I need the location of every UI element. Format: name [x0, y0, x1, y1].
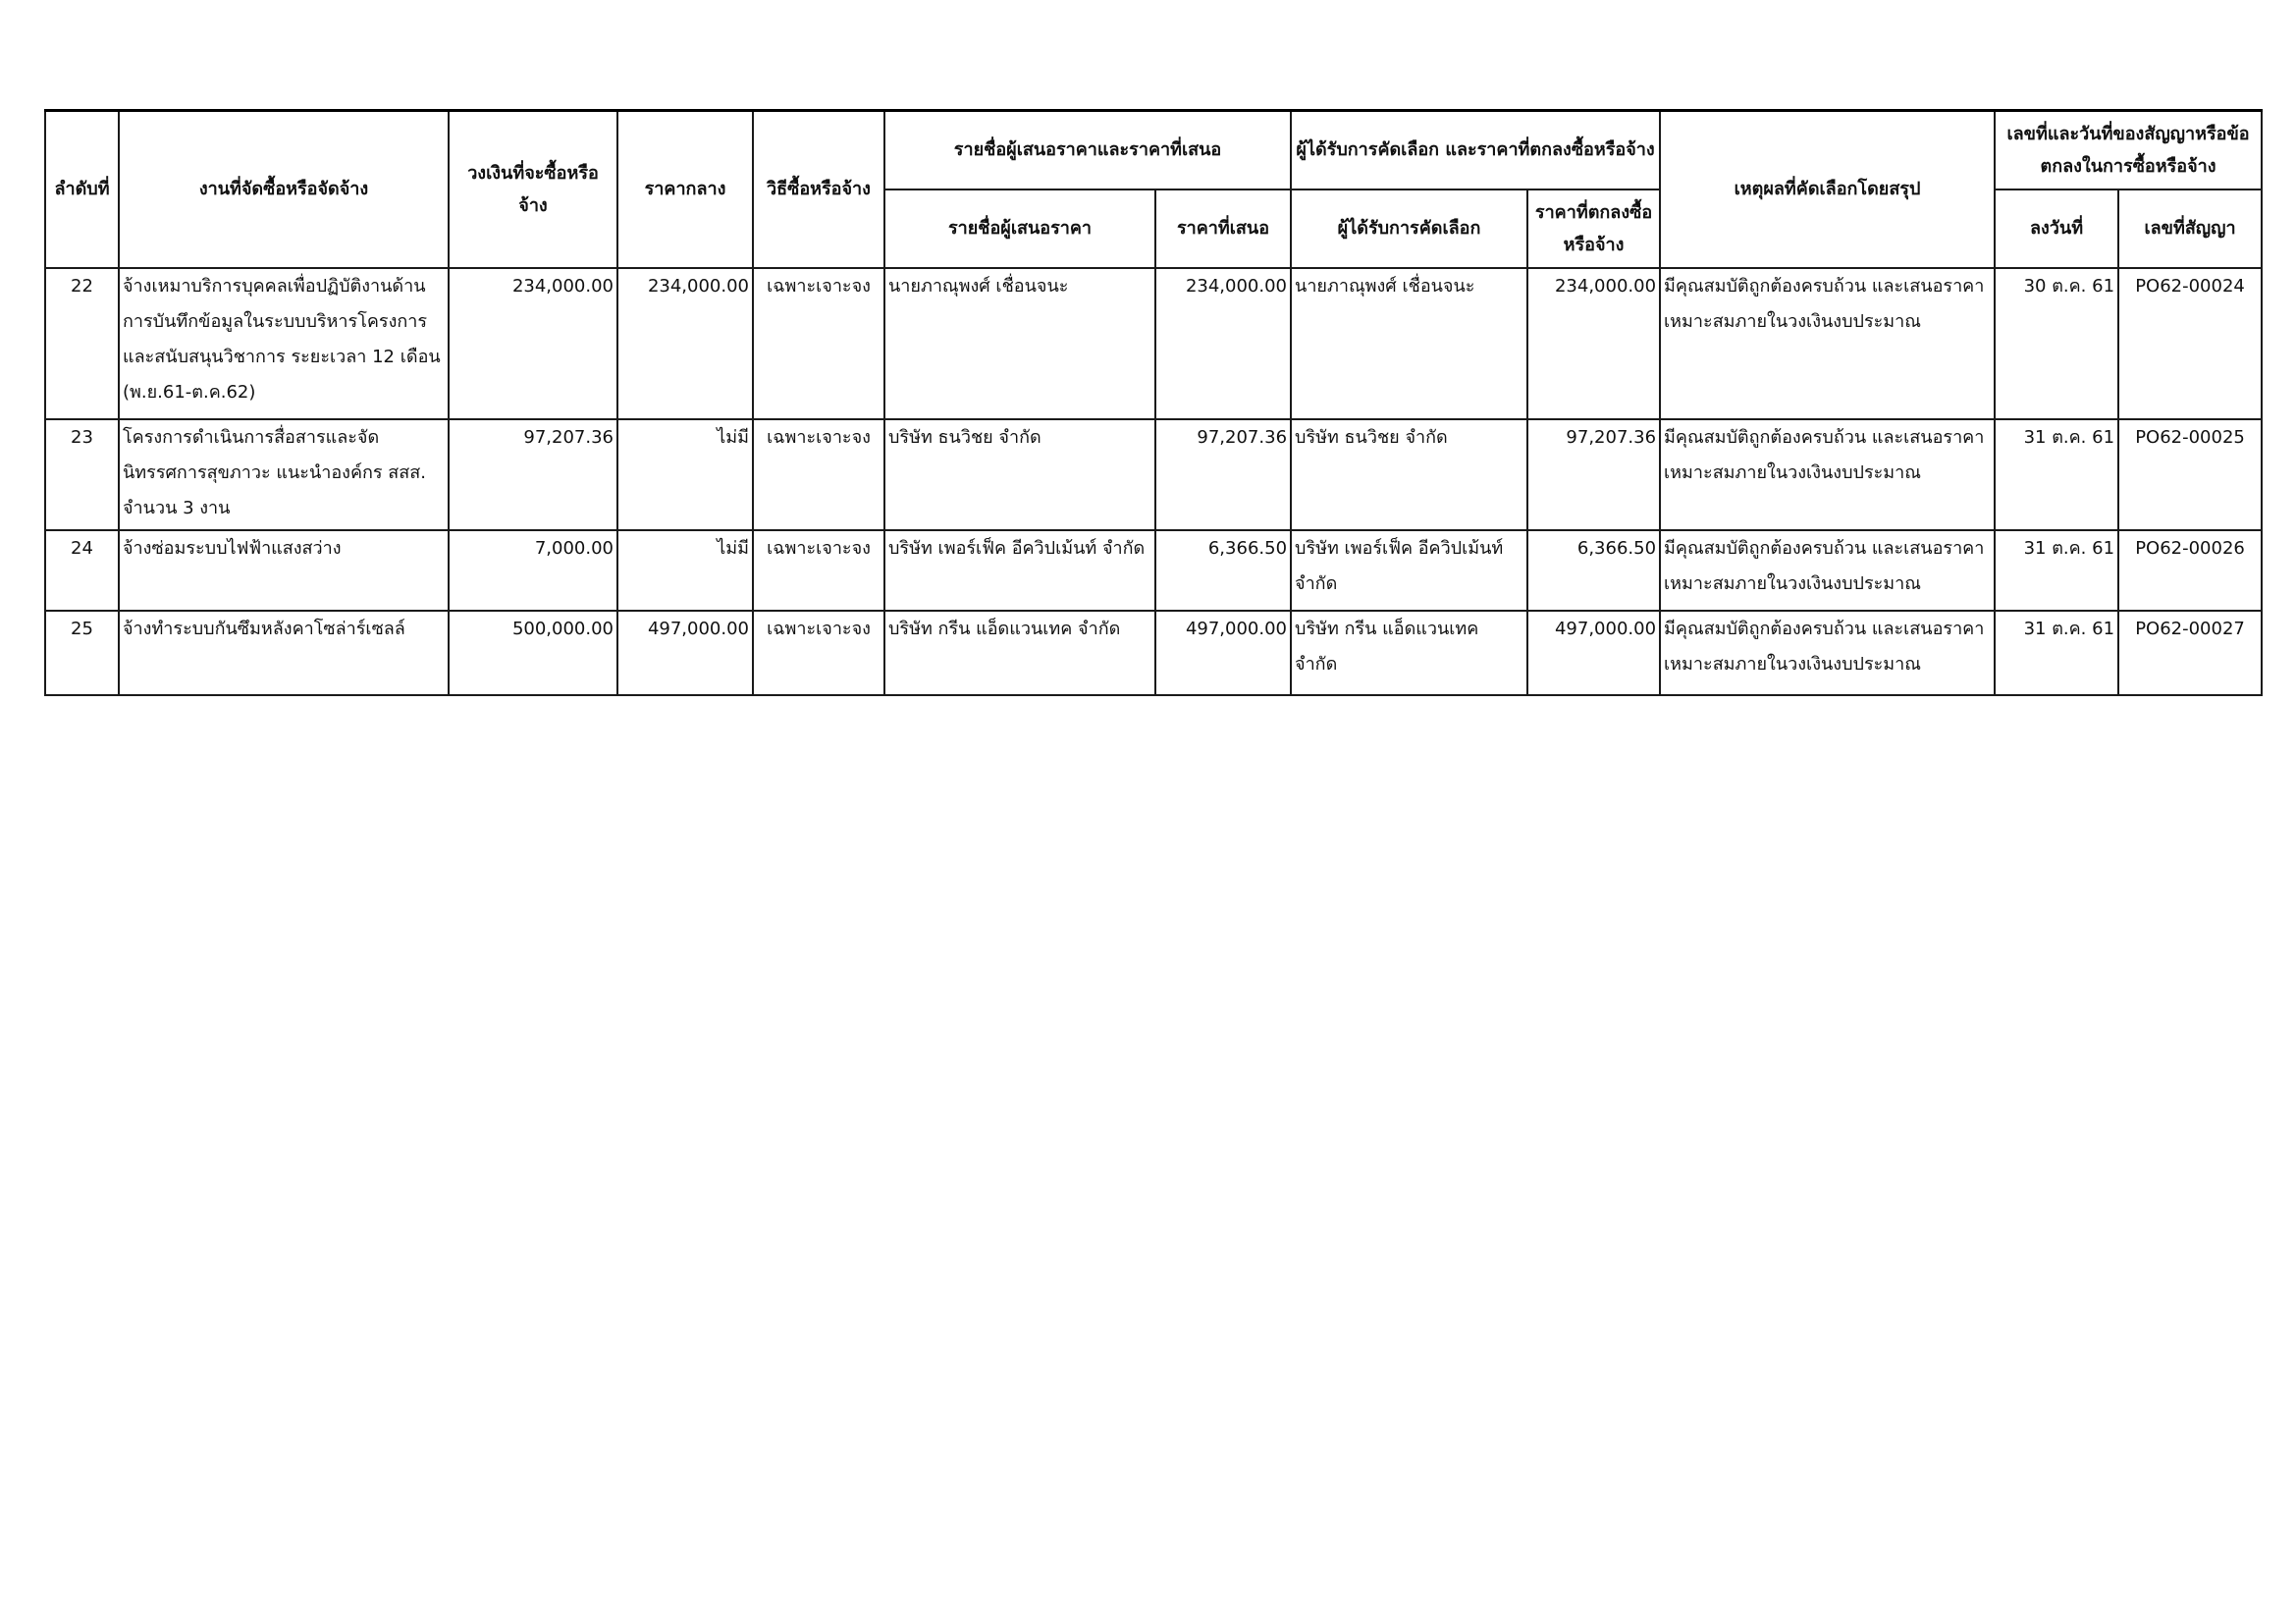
cell-median-price: 497,000.00: [617, 611, 753, 695]
cell-selected-name: นายภาณุพงศ์ เชื่อนจนะ: [1291, 268, 1527, 419]
table-body: [45, 268, 2262, 695]
cell-budget: 7,000.00: [449, 530, 617, 611]
cell-item: จ้างซ่อมระบบไฟฟ้าแสงสว่าง: [119, 530, 449, 611]
cell-contract-no: PO62-00027: [2118, 611, 2262, 695]
cell-bidder-name: บริษัท เพอร์เฟ็ค อีควิปเม้นท์ จำกัด: [884, 530, 1155, 611]
header-item: งานที่จัดซื้อหรือจัดจ้าง: [119, 111, 449, 268]
header-no: ลำดับที่: [45, 111, 119, 268]
cell-median-price: 234,000.00: [617, 268, 753, 419]
cell-contract-no: PO62-00024: [2118, 268, 2262, 419]
cell-bid-price: 497,000.00: [1155, 611, 1291, 695]
cell-contract-date: 30 ต.ค. 61: [1995, 268, 2118, 419]
procurement-table: [44, 109, 2263, 696]
header-contract-group: เลขที่และวันที่ของสัญญาหรือข้อตกลงในการซื้อหรือจ้าง: [1995, 111, 2262, 189]
header-selected-group: ผู้ได้รับการคัดเลือก และราคาที่ตกลงซื้อหรือจ้าง: [1291, 111, 1660, 189]
cell-no: 25: [45, 611, 119, 695]
cell-item: โครงการดำเนินการสื่อสารและจัดนิทรรศการสุขภาวะ แนะนำองค์กร สสส. จำนวน 3 งาน: [119, 419, 449, 530]
cell-agreed-price: 97,207.36: [1527, 419, 1660, 530]
cell-reason: มีคุณสมบัติถูกต้องครบถ้วน และเสนอราคาเหมาะสมภายในวงเงินงบประมาณ: [1660, 419, 1995, 530]
cell-method: เฉพาะเจาะจง: [753, 268, 884, 419]
cell-agreed-price: 497,000.00: [1527, 611, 1660, 695]
cell-no: 24: [45, 530, 119, 611]
cell-bidder-name: บริษัท กรีน แอ็ดแวนเทค จำกัด: [884, 611, 1155, 695]
table-row: [45, 268, 2262, 419]
table-row: [45, 530, 2262, 611]
header-median-price: ราคากลาง: [617, 111, 753, 268]
cell-no: 22: [45, 268, 119, 419]
cell-selected-name: บริษัท ธนวิชย จำกัด: [1291, 419, 1527, 530]
cell-budget: 234,000.00: [449, 268, 617, 419]
cell-item: จ้างเหมาบริการบุคคลเพื่อปฏิบัติงานด้านการบันทึกข้อมูลในระบบบริหารโครงการและสนับสนุนวิชาการ ระยะเวลา 12 เดือน (พ.ย.61-ต.ค.62): [119, 268, 449, 419]
header-budget: วงเงินที่จะซื้อหรือจ้าง: [449, 111, 617, 268]
cell-contract-date: 31 ต.ค. 61: [1995, 611, 2118, 695]
cell-bidder-name: บริษัท ธนวิชย จำกัด: [884, 419, 1155, 530]
cell-no: 23: [45, 419, 119, 530]
cell-agreed-price: 6,366.50: [1527, 530, 1660, 611]
cell-contract-no: PO62-00026: [2118, 530, 2262, 611]
procurement-report: [44, 109, 2261, 696]
cell-bidder-name: นายภาณุพงศ์ เชื่อนจนะ: [884, 268, 1155, 419]
cell-contract-date: 31 ต.ค. 61: [1995, 419, 2118, 530]
cell-contract-date: 31 ต.ค. 61: [1995, 530, 2118, 611]
table-row: [45, 419, 2262, 530]
cell-budget: 500,000.00: [449, 611, 617, 695]
cell-agreed-price: 234,000.00: [1527, 268, 1660, 419]
header-bid-price: ราคาที่เสนอ: [1155, 189, 1291, 268]
cell-reason: มีคุณสมบัติถูกต้องครบถ้วน และเสนอราคาเหมาะสมภายในวงเงินงบประมาณ: [1660, 268, 1995, 419]
cell-reason: มีคุณสมบัติถูกต้องครบถ้วน และเสนอราคาเหมาะสมภายในวงเงินงบประมาณ: [1660, 611, 1995, 695]
cell-bid-price: 97,207.36: [1155, 419, 1291, 530]
header-agreed-price: ราคาที่ตกลงซื้อหรือจ้าง: [1527, 189, 1660, 268]
cell-item: จ้างทำระบบกันซึมหลังคาโซล่าร์เซลล์: [119, 611, 449, 695]
cell-median-price: ไม่มี: [617, 530, 753, 611]
header-contract-no: เลขที่สัญญา: [2118, 189, 2262, 268]
cell-method: เฉพาะเจาะจง: [753, 611, 884, 695]
cell-median-price: ไม่มี: [617, 419, 753, 530]
cell-budget: 97,207.36: [449, 419, 617, 530]
table-header: [45, 111, 2262, 268]
header-bidder-name: รายชื่อผู้เสนอราคา: [884, 189, 1155, 268]
cell-bid-price: 234,000.00: [1155, 268, 1291, 419]
header-method: วิธีซื้อหรือจ้าง: [753, 111, 884, 268]
cell-bid-price: 6,366.50: [1155, 530, 1291, 611]
cell-method: เฉพาะเจาะจง: [753, 530, 884, 611]
header-reason: เหตุผลที่คัดเลือกโดยสรุป: [1660, 111, 1995, 268]
header-bidders-group: รายชื่อผู้เสนอราคาและราคาที่เสนอ: [884, 111, 1291, 189]
table-row: [45, 611, 2262, 695]
header-selected-name: ผู้ได้รับการคัดเลือก: [1291, 189, 1527, 268]
cell-selected-name: บริษัท กรีน แอ็ดแวนเทค จำกัด: [1291, 611, 1527, 695]
cell-selected-name: บริษัท เพอร์เฟ็ค อีควิปเม้นท์ จำกัด: [1291, 530, 1527, 611]
header-contract-date: ลงวันที่: [1995, 189, 2118, 268]
cell-reason: มีคุณสมบัติถูกต้องครบถ้วน และเสนอราคาเหมาะสมภายในวงเงินงบประมาณ: [1660, 530, 1995, 611]
cell-method: เฉพาะเจาะจง: [753, 419, 884, 530]
cell-contract-no: PO62-00025: [2118, 419, 2262, 530]
